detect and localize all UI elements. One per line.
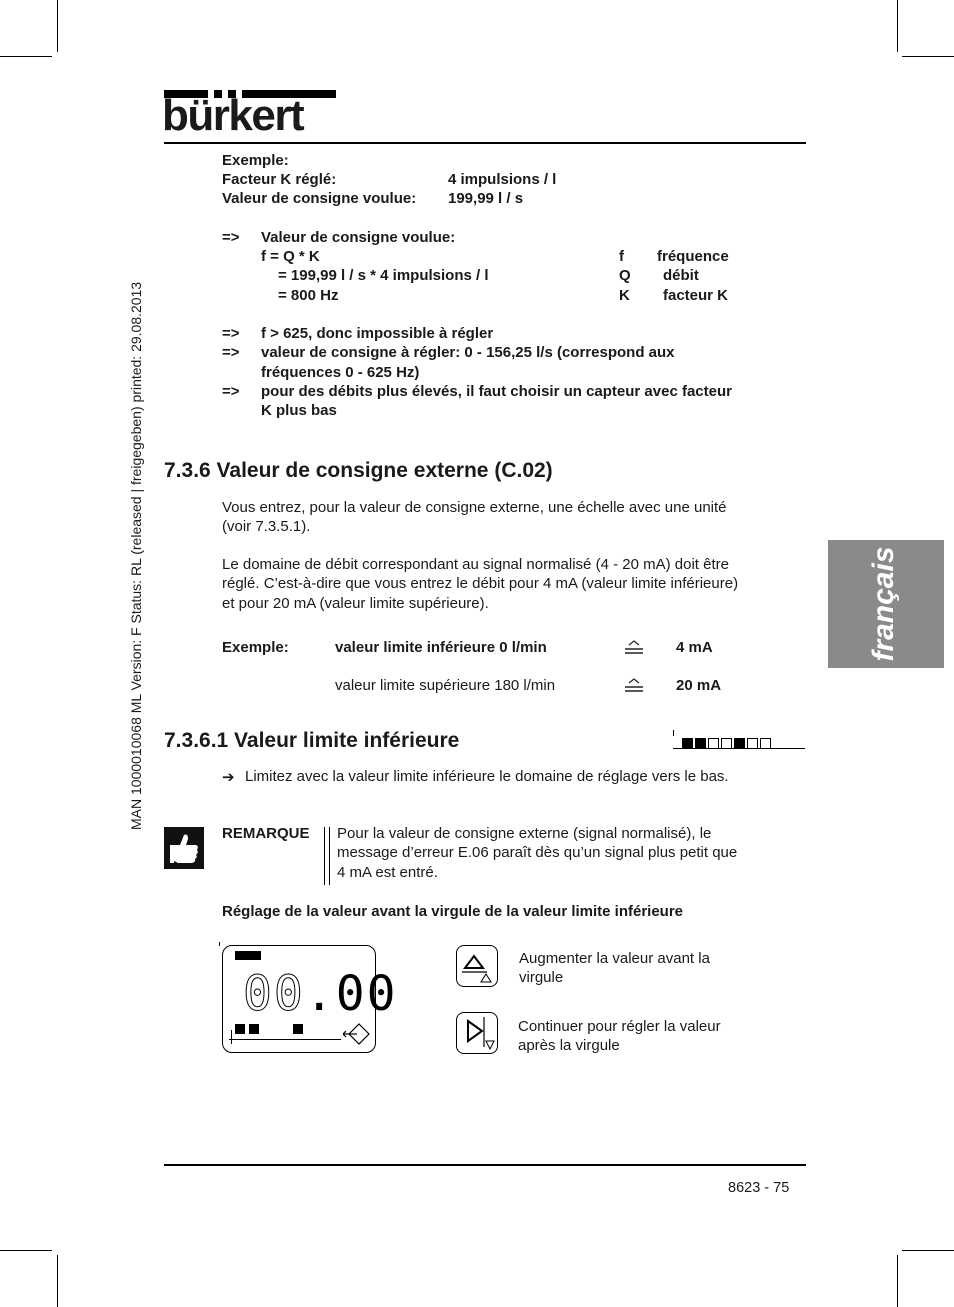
remark-label: REMARQUE: [222, 825, 310, 842]
conclusion-text: f > 625, donc impossible à régler: [261, 325, 494, 342]
thumbs-up-icon: [164, 827, 204, 869]
indicator-square-filled: [682, 738, 693, 749]
example-row: valeur limite supérieure 180 l/min: [335, 677, 556, 694]
example-value: 4 mA: [676, 639, 713, 656]
crop-mark: [57, 1255, 58, 1307]
k-factor-value: 4 impulsions / l: [448, 171, 557, 188]
subsection-title: 7.3.6.1 Valeur limite inférieure: [164, 729, 460, 752]
paragraph-line: Le domaine de débit correspondant au signal normalisé (4 - 20 mA) doit être: [222, 556, 729, 573]
key-description: Augmenter la valeur avant la: [519, 950, 710, 967]
conclusion-text: K plus bas: [261, 402, 337, 419]
example-heading: Exemple:: [222, 152, 289, 169]
up-arrow-icon: [457, 946, 497, 986]
crop-mark: [57, 0, 58, 52]
language-tab-label: français: [867, 546, 900, 662]
lcd-display: [222, 945, 398, 1053]
arrow: =>: [222, 229, 240, 246]
example-value: 20 mA: [676, 677, 722, 694]
menu-position-indicator: [673, 730, 805, 750]
arrow: =>: [222, 325, 240, 342]
calc-line: = 800 Hz: [278, 287, 339, 304]
setting-title: Réglage de la valeur avant la virgule de la valeur limite inférieure: [222, 903, 684, 920]
paragraph-line: réglé. C’est-à-dire que vous entrez le débit pour 4 mA (valeur limite inférieure): [222, 575, 739, 592]
calc-line: f = Q * K: [261, 248, 320, 265]
up-key[interactable]: [456, 945, 498, 987]
indicator-square-empty: [747, 738, 758, 749]
margin-note: MAN 1000010068 ML Version: F Status: RL (released | freigegeben) printed: 29.08.2013: [128, 281, 144, 830]
corresponds-icon: [625, 640, 641, 656]
arrow: =>: [222, 344, 240, 361]
lcd-bar: [235, 951, 261, 960]
indicator-square-filled: [695, 738, 706, 749]
enter-icon: [343, 1022, 371, 1046]
crop-mark: [902, 56, 954, 57]
calc-title: Valeur de consigne voulue:: [261, 229, 456, 246]
instruction-text: Limitez avec la valeur limite inférieure le domaine de réglage vers le bas.: [245, 768, 729, 785]
legend-symbol: K: [619, 287, 630, 304]
remark-divider: [329, 827, 330, 885]
crop-mark: [0, 56, 52, 57]
legend-symbol: f: [619, 248, 624, 265]
key-description: après la virgule: [518, 1037, 620, 1054]
key-description: Continuer pour régler la valeur: [518, 1018, 721, 1035]
example-row: valeur limite inférieure 0 l/min: [335, 639, 547, 656]
section-title: 7.3.6 Valeur de consigne externe (C.02): [164, 459, 553, 482]
page-number: 8623 - 75: [728, 1180, 790, 1196]
lcd-digits: 00.00: [243, 966, 398, 1022]
remark-text: message d’erreur E.06 paraît dès qu’un signal plus petit que: [337, 844, 738, 861]
paragraph-line: (voir 7.3.5.1).: [222, 518, 311, 535]
indicator-square-empty: [721, 738, 732, 749]
key-description: virgule: [519, 969, 564, 986]
arrow: =>: [222, 383, 240, 400]
brand-name: bürkert: [162, 91, 304, 140]
legend-text: facteur K: [663, 287, 729, 304]
remark-divider: [324, 827, 325, 885]
paragraph-line: et pour 20 mA (valeur limite supérieure).: [222, 595, 489, 612]
crop-mark: [897, 1255, 898, 1307]
target-label: Valeur de consigne voulue:: [222, 190, 417, 207]
conclusion-text: pour des débits plus élevés, il faut choisir un capteur avec facteur: [261, 383, 732, 400]
instruction-arrow-icon: ➔: [222, 769, 235, 786]
remark-text: Pour la valeur de consigne externe (signal normalisé), le: [337, 825, 712, 842]
k-factor-label: Facteur K réglé:: [222, 171, 337, 188]
crop-mark: [902, 1250, 954, 1251]
crop-mark: [0, 1250, 52, 1251]
header-rule: [164, 142, 806, 144]
right-arrow-icon: [457, 1013, 497, 1053]
corresponds-icon: [625, 678, 641, 694]
calc-line: = 199,99 l / s * 4 impulsions / l: [278, 267, 489, 284]
indicator-square-empty: [760, 738, 771, 749]
crop-mark: [897, 0, 898, 52]
conclusion-text: valeur de consigne à régler: 0 - 156,25 l/s (correspond aux: [261, 344, 675, 361]
legend-symbol: Q: [619, 267, 631, 284]
paragraph-line: Vous entrez, pour la valeur de consigne externe, une échelle avec une unité: [222, 499, 727, 516]
target-value: 199,99 l / s: [448, 190, 524, 207]
legend-text: fréquence: [657, 248, 729, 265]
legend-text: débit: [663, 267, 699, 284]
indicator-square-empty: [708, 738, 719, 749]
footer-rule: [164, 1164, 806, 1166]
example-label: Exemple:: [222, 639, 289, 656]
indicator-square-filled: [734, 738, 745, 749]
remark-text: 4 mA est entré.: [337, 864, 438, 881]
right-key[interactable]: [456, 1012, 498, 1054]
conclusion-text: fréquences 0 - 625 Hz): [261, 364, 420, 381]
language-tab: [828, 540, 944, 668]
